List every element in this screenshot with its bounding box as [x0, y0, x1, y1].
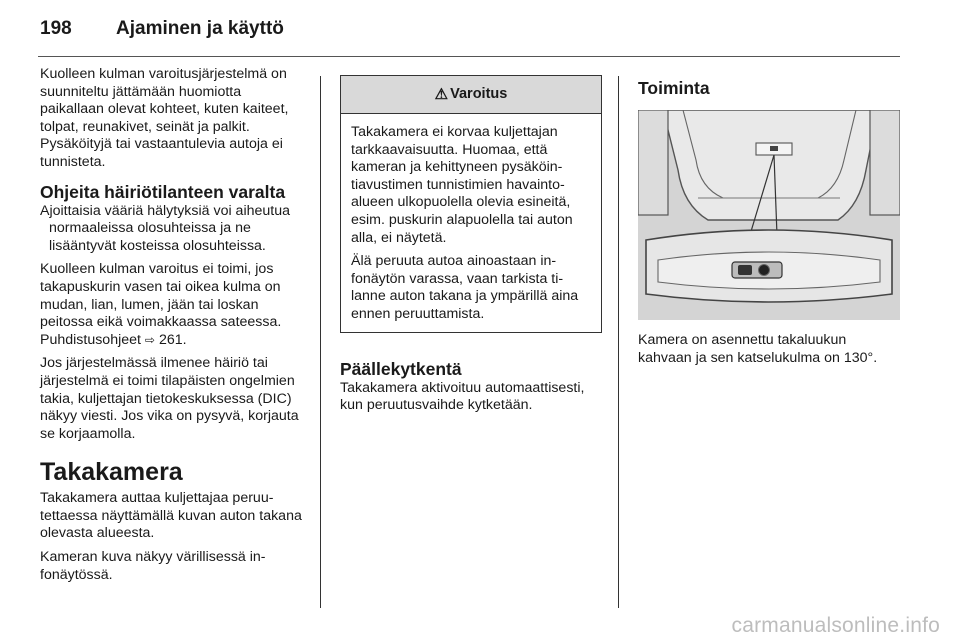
activation-heading: Päällekytkentä	[340, 358, 462, 379]
fault-paragraph-2-text: Kuolleen kulman varoitus ei toimi, jos takapuskurin vasen tai oikea kulma on mudan, lian, lumen, jään tai loskan peitossa eikä voimakkaassa sateessa. Puhdistusohjeet	[40, 261, 282, 348]
figure-caption: Kamera on asennettu takaluukun kahvaan ja sen katselukulma on 130°.	[638, 332, 878, 366]
watermark: carmanualsonline.info	[731, 614, 940, 637]
page-reference-link[interactable]: 261.	[158, 331, 187, 348]
warning-paragraph-2: Älä peruuta autoa ainoastaan infonäytön varassa, vaan tarkista tilanne auton takana ja ympärillä aina ennen peruuttamista.	[351, 253, 579, 322]
column-2	[340, 66, 602, 421]
fault-paragraph-3: Jos järjestelmässä ilmenee häiriö tai järjestelmä ei toimi tilapäisten ongelmien takia, kuljettajan tietokeskuksessa (DIC) näkyy viesti. Jos vika on pysyvä, korjauta se korjaamolla.	[40, 355, 299, 442]
function-heading: Toiminta	[638, 78, 710, 98]
blind-spot-intro: Kuolleen kulman varoitusjärjestelmä on suunniteltu jättämään huomiotta paikallaan olevat kohteet, kuten kaiteet, tolpat, reunakivet, seinät ja palkit. Pysäköityjä tai vastaantulevia autoja ei tunnisteta.	[40, 66, 289, 170]
page-header	[40, 18, 284, 48]
camera-paragraph-2: Kameran kuva näkyy värillisessä infonäytössä.	[40, 549, 266, 583]
warning-header	[341, 76, 601, 114]
warning-triangle-icon: ⚠	[434, 85, 449, 103]
warning-title: Varoitus	[450, 85, 508, 102]
activation-paragraph: Takakamera aktivoituu automaattisesti, kun peruutusvaihde kytketään.	[340, 379, 585, 414]
column-1	[40, 66, 304, 590]
page-reference-arrow-icon: ⇨	[144, 332, 155, 347]
column-divider-2	[618, 76, 619, 608]
warning-paragraph-1: Takakamera ei korvaa kuljettajan tarkkaavaisuutta. Huomaa, että kameran ja kehittyneen pysäköintiavustimen tunnistimien havaintoalueen ulkopuolella olevia esineitä, esim. puskurin alapuolella tai auton alla, ei näytetä.	[351, 124, 573, 246]
warning-body	[341, 114, 601, 332]
camera-paragraph-1: Takakamera auttaa kuljettajaa peruutettaessa näyttämällä kuvan auton takana olevasta alueesta.	[40, 490, 302, 542]
fault-heading: Ohjeita häiriötilanteen varalta	[40, 181, 286, 202]
column-3	[638, 66, 902, 373]
camera-heading: Takakamera	[40, 458, 183, 487]
header-divider	[38, 56, 900, 57]
warning-box	[340, 75, 602, 333]
fault-paragraph-2	[40, 261, 304, 349]
page-title: Ajaminen ja käyttö	[116, 18, 284, 39]
page-number: 198	[40, 18, 72, 39]
fault-paragraph-1: Ajoittaisia vääriä hälytyksiä voi aiheutua normaaleissa olosuhteissa ja ne lisääntyvät kosteissa olosuhteissa.	[40, 202, 290, 254]
rear-camera-figure	[638, 110, 900, 320]
rear-camera-illustration	[638, 110, 900, 320]
column-divider-1	[320, 76, 321, 608]
